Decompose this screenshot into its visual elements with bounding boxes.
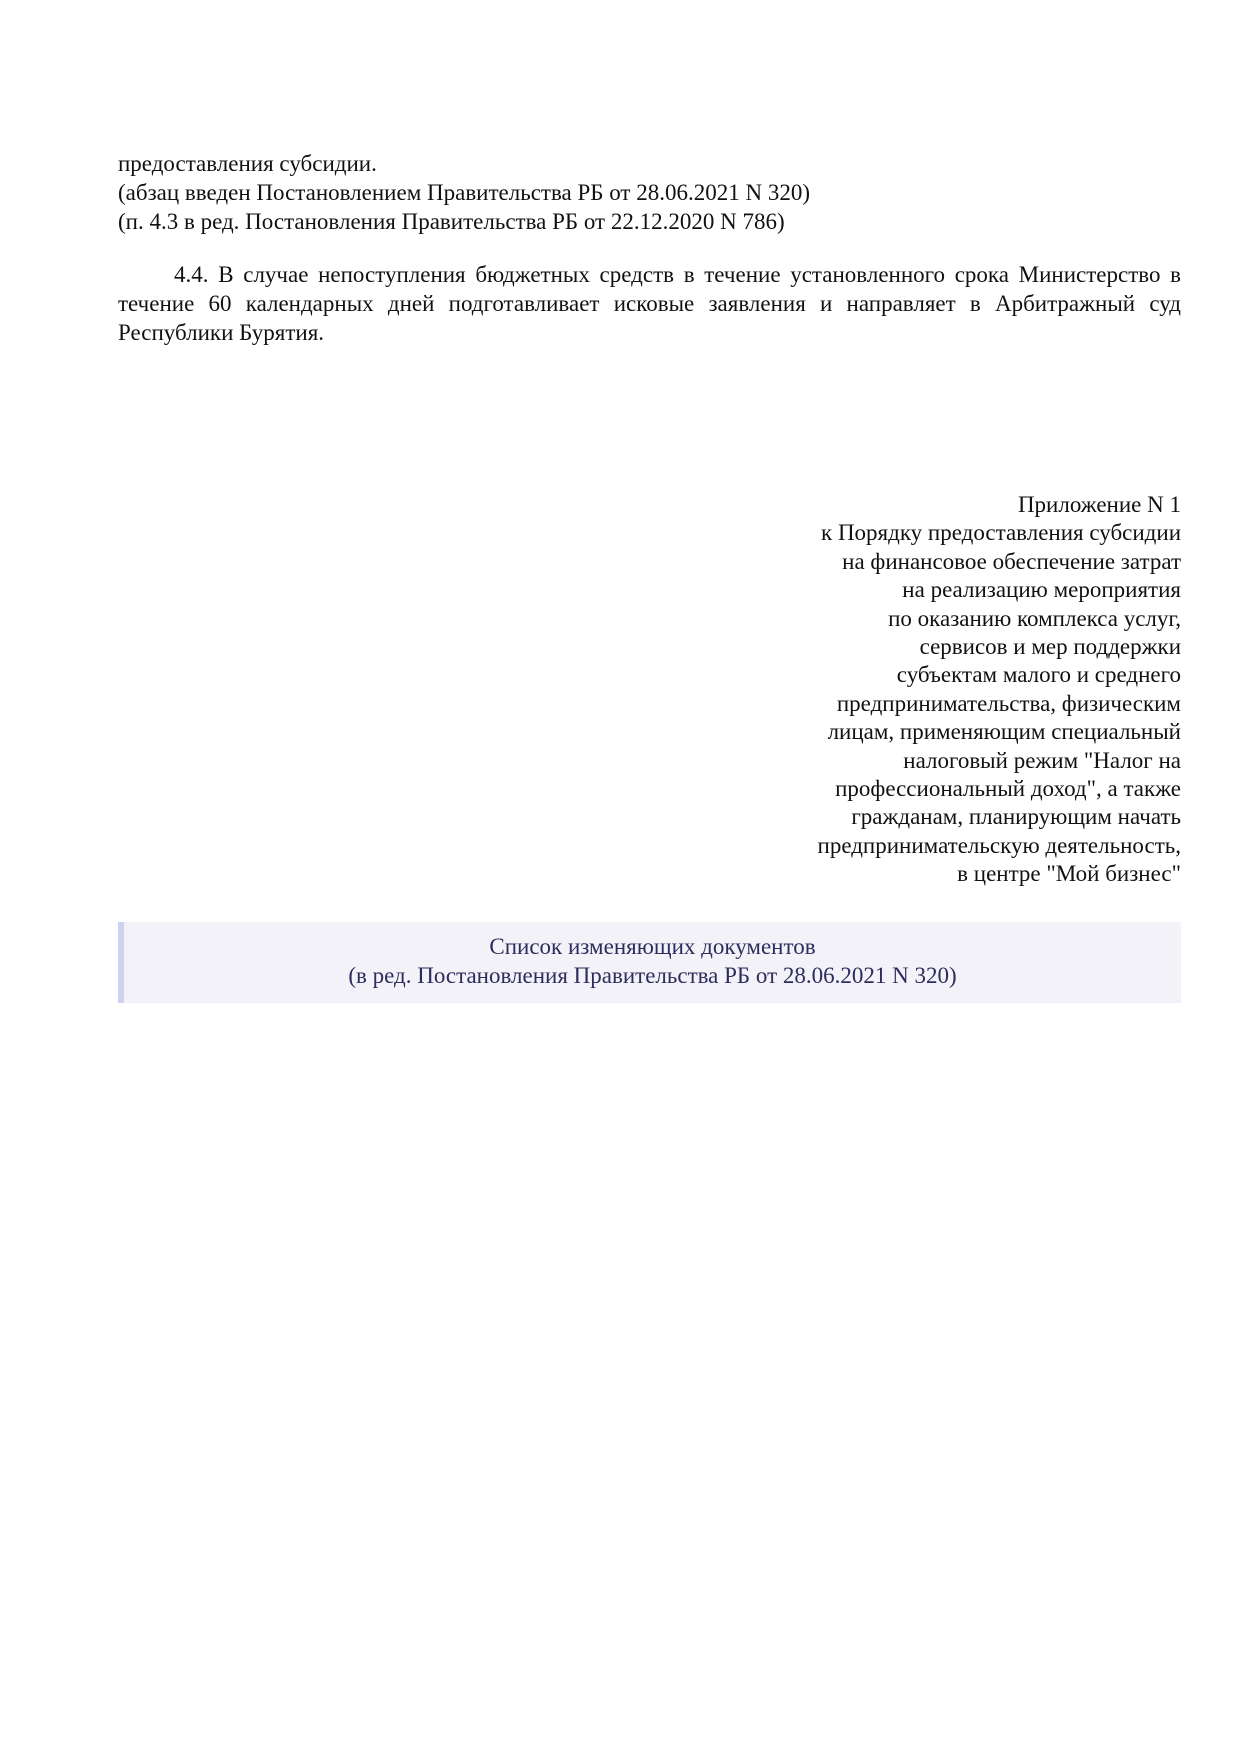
paragraph-4-4: 4.4. В случае непоступления бюджетных средств в течение установленного срока Министерство в течение 60 календарных дней подготавливает исковые заявления и направляет в Арбитражный суд Республики Бурятия. (118, 262, 1181, 345)
appendix-line: сервисов и мер поддержки (919, 634, 1181, 660)
appendix-line: в центре "Мой бизнес" (957, 861, 1181, 887)
appendix-line: предпринимательскую деятельность, (817, 832, 1181, 858)
appendix-line: гражданам, планирующим начать (851, 804, 1181, 830)
appendix-header (581, 491, 1181, 889)
appendix-line: предпринимательства, физическим (836, 690, 1181, 716)
appendix-line: по оказанию комплекса услуг, (888, 605, 1181, 631)
changes-list-box (118, 922, 1181, 1003)
changes-list-amendment: (в ред. Постановления Правительства РБ от 28.06.2021 N 320) (348, 962, 957, 988)
continuation-block (118, 150, 1181, 236)
changes-list-title: Список изменяющих документов (489, 934, 816, 959)
appendix-line: налоговый режим "Налог на (903, 747, 1181, 773)
appendix-line: профессиональный доход", а также (835, 776, 1181, 802)
appendix-line: лицам, применяющим специальный (827, 719, 1181, 745)
appendix-title: Приложение N 1 (1017, 492, 1181, 517)
appendix-line: на реализацию мероприятия (902, 577, 1181, 603)
amendment-note: (абзац введен Постановлением Правительства РБ от 28.06.2021 N 320) (118, 179, 810, 205)
appendix-line: на финансовое обеспечение затрат (842, 548, 1181, 574)
appendix-line: субъектам малого и среднего (896, 662, 1181, 688)
appendix-line: к Порядку предоставления субсидии (821, 520, 1181, 546)
continuation-line: предоставления субсидии. (118, 151, 377, 176)
amendment-note: (п. 4.3 в ред. Постановления Правительства РБ от 22.12.2020 N 786) (118, 208, 785, 234)
